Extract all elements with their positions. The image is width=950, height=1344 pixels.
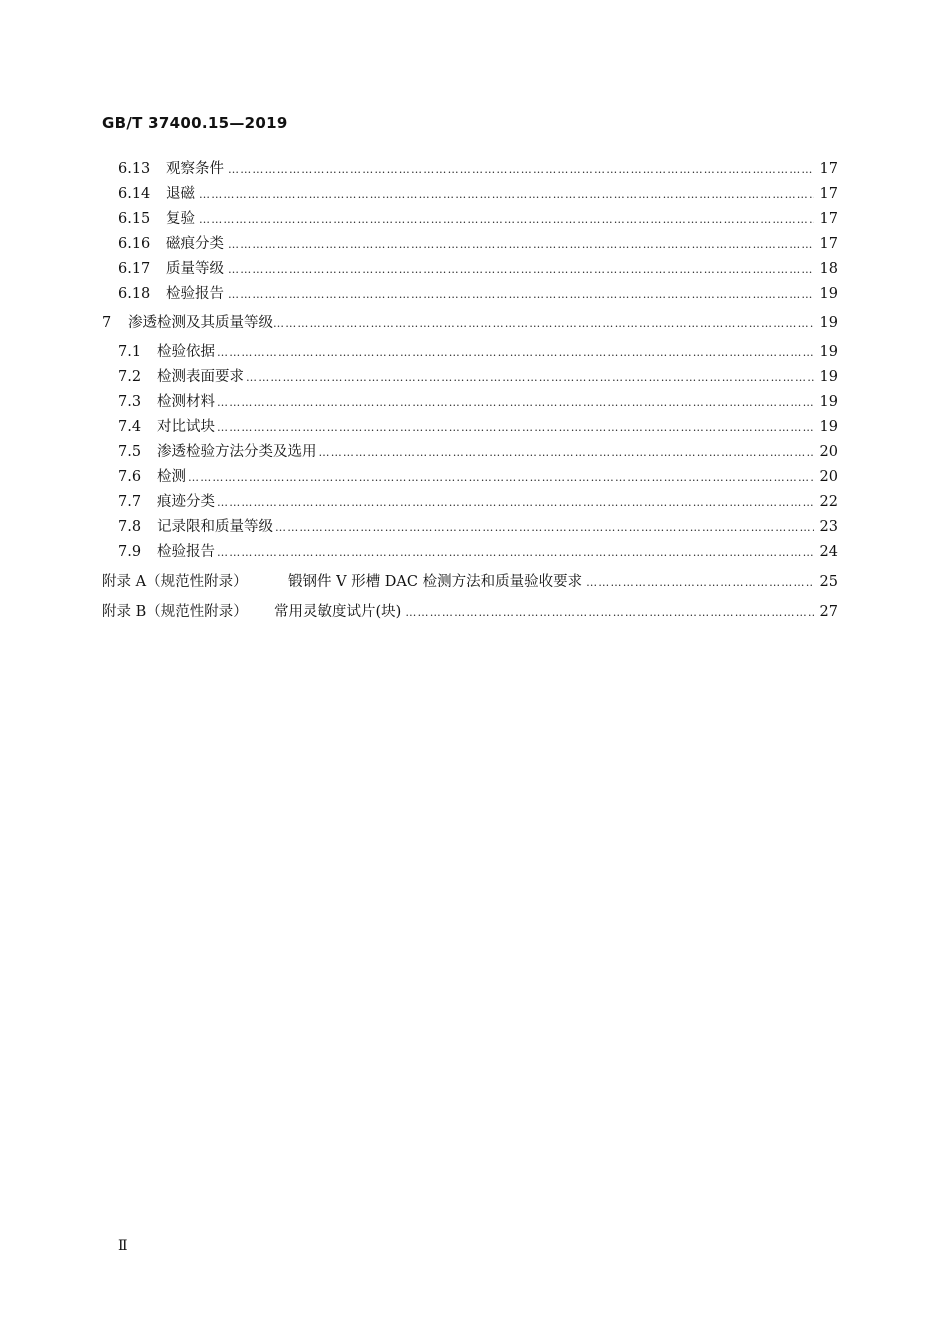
page-number: Ⅱ bbox=[118, 1238, 128, 1254]
toc-entry-title: 复验 bbox=[166, 211, 195, 227]
toc-entry-page: 17 bbox=[819, 236, 838, 252]
toc-entry-page: 27 bbox=[819, 604, 838, 620]
toc-appendix-label: 附录 B（规范性附录） bbox=[102, 604, 248, 620]
toc-leader-dots bbox=[217, 496, 814, 509]
toc-leader-dots bbox=[275, 521, 814, 534]
toc-entry-title: 质量等级 bbox=[166, 261, 224, 277]
toc-entry-number: 7.5 bbox=[118, 444, 142, 460]
toc-entry-page: 19 bbox=[819, 369, 838, 385]
toc-entry-6-14[interactable] bbox=[118, 182, 838, 202]
toc-leader-dots bbox=[405, 606, 813, 619]
toc-entry-title: 检验报告 bbox=[166, 286, 224, 302]
toc-entry-page: 22 bbox=[819, 494, 838, 510]
toc-entry-7-1[interactable] bbox=[118, 340, 838, 360]
document-code-header: GB/T 37400.15—2019 bbox=[102, 114, 288, 132]
toc-entry-number: 7.2 bbox=[118, 369, 142, 385]
toc-entry-number: 7.9 bbox=[118, 544, 142, 560]
toc-entry-number: 6.15 bbox=[118, 211, 151, 227]
toc-entry-title: 渗透检验方法分类及选用 bbox=[157, 444, 317, 460]
toc-leader-dots bbox=[246, 371, 814, 384]
toc-leader-dots bbox=[319, 446, 814, 459]
toc-entry-title: 渗透检测及其质量等级 bbox=[128, 315, 273, 331]
toc-entry-page: 17 bbox=[819, 211, 838, 227]
toc-entry-7-9[interactable] bbox=[118, 540, 838, 560]
toc-entry-page: 24 bbox=[819, 544, 838, 560]
toc-entry-title: 磁痕分类 bbox=[166, 236, 224, 252]
toc-entry-7-5[interactable] bbox=[118, 440, 838, 460]
toc-leader-dots bbox=[273, 317, 814, 330]
toc-entry-page: 18 bbox=[819, 261, 838, 277]
toc-appendix-b[interactable] bbox=[102, 600, 838, 620]
toc-entry-page: 19 bbox=[819, 419, 838, 435]
toc-entry-7-7[interactable] bbox=[118, 490, 838, 510]
toc-entry-number: 7 bbox=[102, 315, 112, 331]
toc-entry-7-3[interactable] bbox=[118, 390, 838, 410]
toc-leader-dots bbox=[188, 471, 814, 484]
toc-leader-dots bbox=[228, 288, 814, 301]
toc-entry-7-8[interactable] bbox=[118, 515, 838, 535]
toc-leader-dots bbox=[199, 188, 814, 201]
toc-entry-page: 17 bbox=[819, 186, 838, 202]
toc-entry-title: 检测 bbox=[157, 469, 186, 485]
toc-entry-6-17[interactable] bbox=[118, 257, 838, 277]
toc-appendix-label: 附录 A（规范性附录） bbox=[102, 574, 248, 590]
toc-entry-page: 20 bbox=[819, 469, 838, 485]
toc-entry-title: 检测表面要求 bbox=[157, 369, 244, 385]
toc-leader-dots bbox=[217, 421, 814, 434]
toc-entry-7-6[interactable] bbox=[118, 465, 838, 485]
toc-entry-page: 19 bbox=[819, 286, 838, 302]
toc-entry-page: 23 bbox=[819, 519, 838, 535]
toc-entry-page: 19 bbox=[819, 344, 838, 360]
toc-entry-number: 6.16 bbox=[118, 236, 151, 252]
toc-entry-title: 观察条件 bbox=[166, 161, 224, 177]
toc-entry-number: 7.1 bbox=[118, 344, 142, 360]
toc-entry-6-13[interactable] bbox=[118, 157, 838, 177]
toc-entry-6-18[interactable] bbox=[118, 282, 838, 302]
toc-leader-dots bbox=[217, 396, 814, 409]
toc-entry-title: 检验依据 bbox=[157, 344, 215, 360]
toc-entry-number: 7.6 bbox=[118, 469, 142, 485]
toc-entry-page: 20 bbox=[819, 444, 838, 460]
toc-entry-title: 常用灵敏度试片(块) bbox=[274, 604, 402, 620]
toc-entry-number: 6.13 bbox=[118, 161, 151, 177]
toc-leader-dots bbox=[228, 163, 814, 176]
toc-entry-title: 痕迹分类 bbox=[157, 494, 215, 510]
toc-appendix-a[interactable] bbox=[102, 570, 838, 590]
toc-leader-dots bbox=[217, 546, 814, 559]
toc-entry-page: 19 bbox=[819, 315, 838, 331]
toc-entry-title: 记录限和质量等级 bbox=[157, 519, 273, 535]
toc-entry-title: 锻钢件 V 形槽 DAC 检测方法和质量验收要求 bbox=[288, 574, 583, 590]
toc-leader-dots bbox=[217, 346, 814, 359]
toc-entry-page: 19 bbox=[819, 394, 838, 410]
toc-entry-number: 6.18 bbox=[118, 286, 151, 302]
toc-entry-number: 7.3 bbox=[118, 394, 142, 410]
toc-entry-number: 6.14 bbox=[118, 186, 151, 202]
toc-leader-dots bbox=[228, 263, 814, 276]
toc-entry-title: 检测材料 bbox=[157, 394, 215, 410]
toc-entry-page: 17 bbox=[819, 161, 838, 177]
toc-entry-title: 退磁 bbox=[166, 186, 195, 202]
toc-entry-7-2[interactable] bbox=[118, 365, 838, 385]
toc-entry-number: 7.7 bbox=[118, 494, 142, 510]
toc-leader-dots bbox=[586, 576, 813, 589]
toc-entry-7-4[interactable] bbox=[118, 415, 838, 435]
toc-leader-dots bbox=[228, 238, 814, 251]
toc-chapter-7[interactable] bbox=[102, 311, 838, 331]
toc-entry-title: 检验报告 bbox=[157, 544, 215, 560]
toc-leader-dots bbox=[199, 213, 814, 226]
toc-entry-number: 6.17 bbox=[118, 261, 151, 277]
toc-entry-6-16[interactable] bbox=[118, 232, 838, 252]
toc-entry-number: 7.8 bbox=[118, 519, 142, 535]
toc-entry-title: 对比试块 bbox=[157, 419, 215, 435]
toc-entry-number: 7.4 bbox=[118, 419, 142, 435]
toc-entry-page: 25 bbox=[819, 574, 838, 590]
toc-entry-6-15[interactable] bbox=[118, 207, 838, 227]
